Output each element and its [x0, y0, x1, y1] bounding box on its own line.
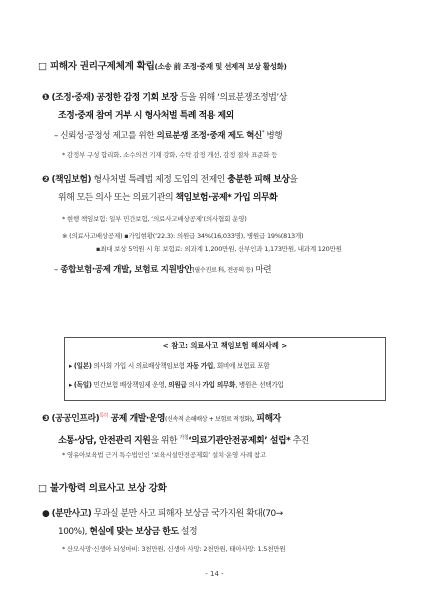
row-text: 의사: [186, 381, 203, 389]
dash-marker: –: [54, 131, 58, 141]
section-marker: □: [38, 61, 47, 72]
item-emphasis: ‘의료기관안전공제회’ 설립*: [188, 435, 291, 446]
item-1-note: * 감정부 구성 합리화, 소수의견 기재 강화, 수탁 감정 개선, 감정 절차 표준화 등: [62, 151, 278, 159]
item-4: [42, 505, 402, 541]
item-2-note-3: ▪최대 보상 5억원 시 年 보험료: 외과계 1,200만원, 산부인과 1,173만원, 내과계 120만원: [96, 245, 342, 253]
item-text: 위해 모든 의사 또는 의료기관의: [58, 193, 176, 203]
item-emphasis: 책임보험·공제* 가입 의무화: [175, 193, 278, 203]
dash-marker: –: [54, 265, 58, 275]
item-emphasis: 조정·중재 참여 거부 시 형사처벌 특례 적용 제외: [58, 111, 234, 121]
sub-emphasis: 의료분쟁 조정·중재 제도 혁신: [156, 131, 262, 141]
item-text: 설정: [178, 527, 198, 537]
item-tag: (공공인프라): [51, 413, 100, 424]
item-small: (신속적 손해배상 + 보험료 적정화): [165, 415, 252, 423]
row-tag: (일본): [73, 362, 92, 370]
footnote-mark: *: [261, 130, 265, 137]
row-emphasis: 자동 가입: [186, 362, 214, 370]
section-title: 피해자 권리구제체계 확립: [49, 61, 155, 72]
item-emphasis: 공정한 감정 기회 보장: [96, 93, 178, 103]
reference-row-germany: ▸ (독일) 민간보험 배상책임제 운영, 의원급 의사 가입 의무화, 병원은 선택가입: [69, 381, 284, 389]
sub-small: (필수진료 科, 전공의 등): [192, 267, 253, 274]
item-text: 추진: [290, 435, 309, 446]
item-text: 을: [289, 175, 298, 185]
item-number: ❶: [42, 93, 50, 103]
item-number: ❸: [42, 413, 50, 424]
item-number: ❷: [42, 175, 50, 185]
row-text: , 병원은 선택가입: [235, 381, 284, 389]
item-emphasis: 피해자: [256, 413, 281, 424]
item-text: ,: [251, 413, 257, 424]
item-text: 등을 위해 ‘의료분쟁조정법’상: [177, 93, 287, 103]
item-4-note-1-visible: * 산모사망·신생아 뇌성마비: 3천만원, 신생아 사망: 2천만원, 태아사망: 1.5천만원: [62, 545, 286, 553]
item-superscript: 특히: [99, 413, 109, 419]
row-text: 민간보험 배상책임제 운영,: [91, 381, 169, 389]
item-emphasis: 현실에 맞는 보상금 한도: [89, 527, 179, 537]
reference-box-title: < 참고: 의료사고 책임보험 해외사례 >: [162, 341, 288, 350]
item-text: 을 위한: [150, 435, 180, 446]
section-marker: □: [38, 483, 47, 494]
item-emphasis: 충분한 피해 보상: [227, 175, 290, 185]
item-emphasis: 공제 개발·운영: [108, 413, 165, 424]
section-subtitle: (소송 前 조정·중재 및 선제적 보상 활성화): [154, 62, 287, 71]
item-1-sub: [54, 129, 282, 141]
sub-text: 병행: [264, 131, 283, 141]
row-emphasis: 가입 의무화: [202, 381, 236, 389]
section-heading-2: [38, 480, 167, 494]
section-title: 불가항력 의료사고 보상 강화: [49, 483, 167, 494]
item-tag: (분만사고): [51, 509, 92, 519]
item-superscript: 가칭: [179, 434, 189, 441]
row-text: 의사회 가입 시 의료배상책임보험: [91, 362, 187, 370]
sub-text: 신뢰성·공정성 제고를 위한: [60, 131, 157, 141]
item-2-note-2: ※ (의료사고배상공제) ▪가입현황(‘22.3): 의원급 34%(16,033명), 병원급 19%(813개): [62, 232, 304, 240]
section-heading-1: [38, 58, 287, 72]
sub-emphasis: 종합보험·공제 개발, 보험료 지원방안: [60, 265, 193, 275]
item-text: 무과실 분만 사고 피해자 보상금 국가지원 확대(70→: [91, 509, 283, 519]
item-1: [42, 89, 402, 125]
item-tag: (조정·중재): [51, 93, 95, 103]
item-2: [42, 171, 402, 207]
item-2-note-1: * 현행 책임보험: 일부 민간보험, ‘의료사고배상공제’(의사협회 운영): [62, 215, 247, 223]
item-text: 100%),: [58, 527, 90, 537]
page-number: - 14 -: [205, 570, 224, 578]
bullet-icon: ●: [42, 509, 50, 519]
row-text: , 회비에 보험료 포함: [213, 362, 270, 370]
row-tag: (독일): [73, 381, 92, 389]
item-2-sub: [54, 263, 271, 275]
item-tag: (책임보험): [51, 175, 92, 185]
sub-text: 마련: [252, 265, 272, 275]
item-text: 형사처벌 특례법 제정 도입의 전제인: [91, 175, 228, 185]
reference-box: [64, 337, 386, 401]
item-3: [42, 407, 402, 450]
reference-row-japan: ▸ (일본) 의사회 가입 시 의료배상책임보험 자동 가입, 회비에 보험료 포함: [69, 362, 270, 370]
item-emphasis: 소통·상담, 안전관리 지원: [58, 435, 151, 446]
row-emphasis: 의원급: [168, 381, 187, 389]
item-3-note: * 영유아보육법 근거 특수법인인 ‘보육시설안전공제회’ 설치·운영 사례 참고: [62, 451, 267, 459]
